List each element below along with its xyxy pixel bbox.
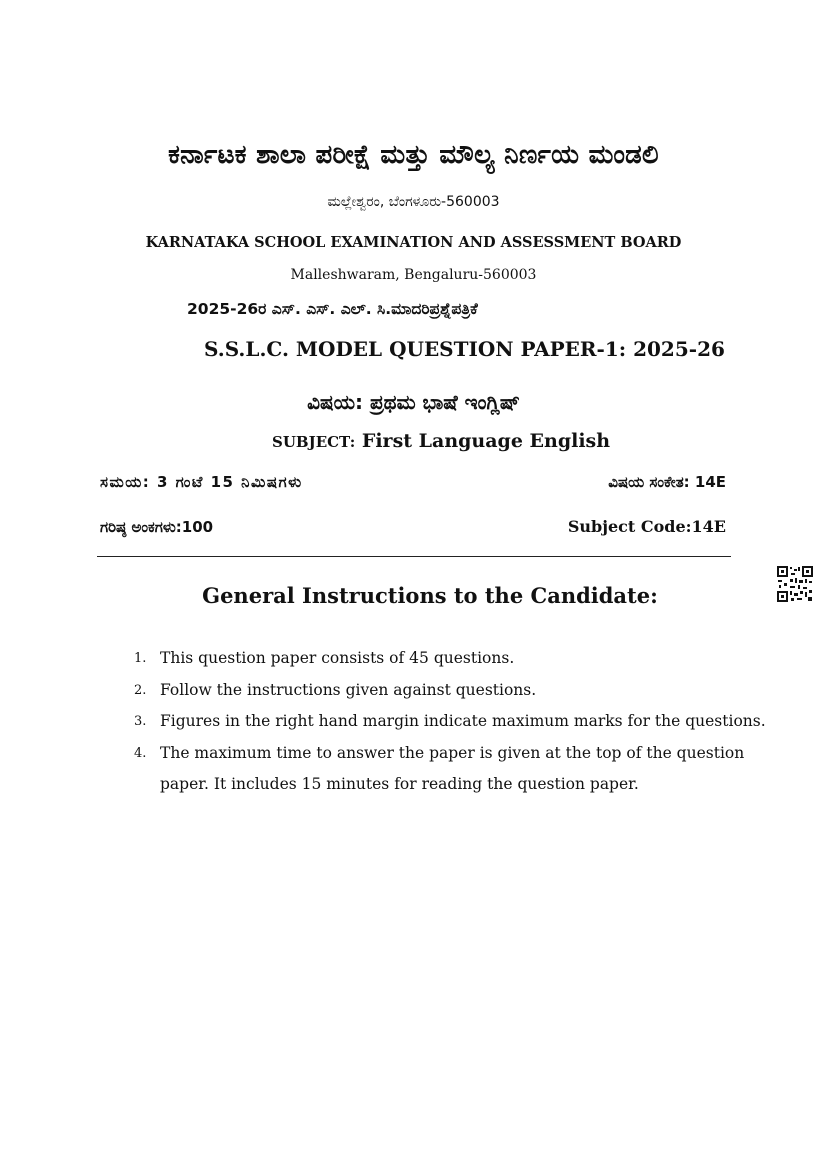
max-marks-kannada: ಗರಿಷ್ಠ ಅಂಕಗಳು:100 [100, 518, 214, 536]
instructions-heading: General Instructions to the Candidate: [202, 583, 658, 608]
list-item-number: 3. [134, 714, 147, 729]
address-english: Malleshwaram, Bengaluru-560003 [290, 267, 537, 283]
subject-kannada: ವಿಷಯ: ಪ್ರಥಮ ಭಾಷೆ ಇಂಗ್ಲಿಷ್ [307, 390, 520, 414]
address-kannada: ಮಲ್ಲೇಶ್ವರಂ, ಬೆಂಗಳೂರು-560003 [327, 194, 500, 210]
subject-label: SUBJECT: [272, 433, 356, 451]
list-item-text: Follow the instructions given against questions. [160, 680, 537, 699]
list-item [134, 643, 774, 675]
paper-title-kannada: 2025-26ರ ಎಸ್. ಎಸ್. ಎಲ್. ಸಿ.ಮಾದರಿಪ್ರಶ್ನೆಪತ್ರಿಕೆ [187, 300, 478, 318]
list-item-number: 4. [134, 745, 147, 761]
list-item-text: Figures in the right hand margin indicate maximum marks for the questions. [160, 712, 766, 730]
list-item-number: 2. [134, 682, 147, 698]
list-item-text: The maximum time to answer the paper is given at the top of the question paper. It includes 15 minutes for reading the question paper. [160, 743, 745, 793]
list-item [134, 706, 774, 738]
time-kannada: ಸಮಯ: 3 ಗಂಟೆ 15 ನಿಮಿಷಗಳು [100, 473, 303, 491]
subject-value: First Language English [355, 430, 611, 452]
header-divider [97, 556, 731, 557]
list-item [134, 738, 774, 801]
subject-code-kannada: ವಿಷಯ ಸಂಕೇತ: 14E [608, 473, 726, 491]
list-item-text: This question paper consists of 45 questions. [160, 649, 515, 667]
board-name-kannada: ಕರ್ನಾಟಕ ಶಾಲಾ ಪರೀಕ್ಷೆ ಮತ್ತು ಮೌಲ್ಯ ನಿರ್ಣಯ ಮಂಡಲಿ [168, 140, 659, 170]
list-item-number: 1. [134, 651, 147, 666]
list-item [134, 675, 774, 707]
instructions-list [134, 643, 774, 801]
subject-english [272, 430, 610, 452]
board-name-english: KARNATAKA SCHOOL EXAMINATION AND ASSESSMENT BOARD [145, 234, 682, 251]
subject-code-english: Subject Code:14E [567, 517, 726, 536]
paper-title-english: S.S.L.C. MODEL QUESTION PAPER-1: 2025-26 [204, 337, 725, 361]
